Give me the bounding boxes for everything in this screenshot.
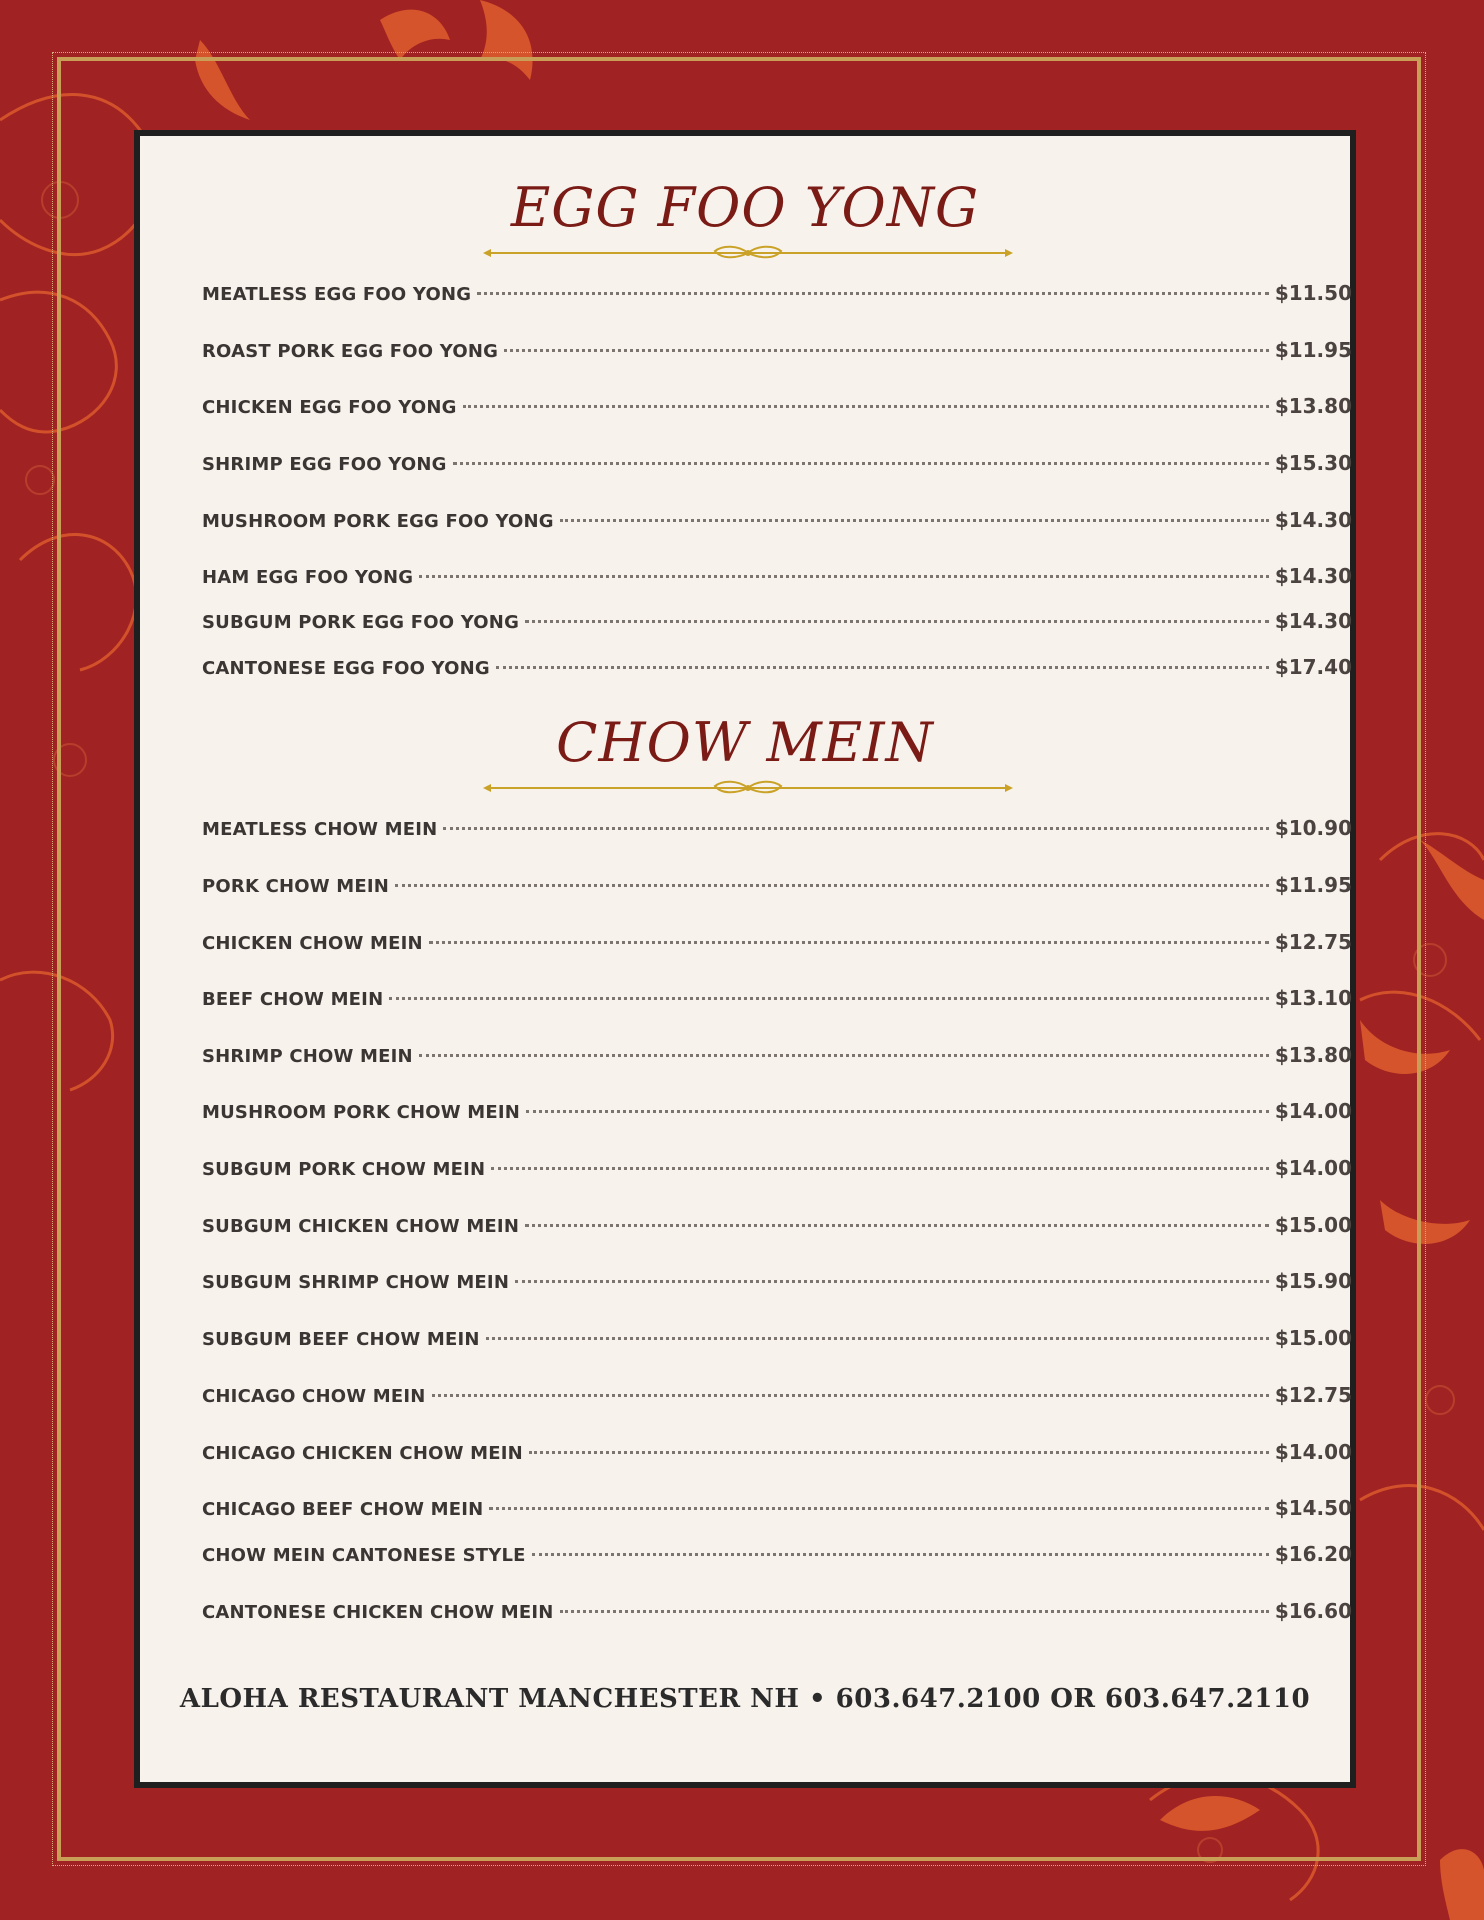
ornament-divider-icon xyxy=(483,243,1013,263)
menu-item xyxy=(202,394,1352,420)
menu-item-price: $13.80 xyxy=(1274,1043,1352,1067)
menu-item-name: SUBGUM PORK EGG FOO YONG xyxy=(202,612,520,633)
menu-item xyxy=(202,816,1352,842)
menu-item-price: $14.30 xyxy=(1274,564,1352,588)
menu-item xyxy=(202,1383,1352,1409)
menu-item xyxy=(202,338,1352,364)
menu-item xyxy=(202,1213,1352,1239)
menu-item-name: MEATLESS EGG FOO YONG xyxy=(202,284,472,305)
menu-item-price: $12.75 xyxy=(1274,930,1352,954)
menu-item-price: $17.40 xyxy=(1274,655,1352,679)
dot-leader xyxy=(525,620,1269,623)
menu-item-price: $16.20 xyxy=(1274,1542,1352,1566)
menu-item-price: $11.95 xyxy=(1274,873,1352,897)
section-title-chow-mein: CHOW MEIN xyxy=(556,711,934,774)
menu-item xyxy=(202,281,1352,307)
ornament-divider-icon xyxy=(483,778,1013,798)
dot-leader xyxy=(525,1224,1269,1227)
menu-item-name: CANTONESE EGG FOO YONG xyxy=(202,658,490,679)
menu-item-name: MUSHROOM PORK EGG FOO YONG xyxy=(202,511,554,532)
menu-item-price: $15.30 xyxy=(1274,451,1352,475)
dot-leader xyxy=(419,1054,1269,1057)
menu-item xyxy=(202,1043,1352,1069)
dot-leader xyxy=(477,292,1269,295)
dot-leader xyxy=(560,1610,1269,1613)
section-title-egg-foo-yong: EGG FOO YONG xyxy=(510,176,980,239)
menu-item-price: $13.10 xyxy=(1274,986,1352,1010)
menu-item-price: $15.00 xyxy=(1274,1213,1352,1237)
menu-item xyxy=(202,1326,1352,1352)
menu-item xyxy=(202,1599,1352,1625)
dot-leader xyxy=(463,405,1269,408)
menu-item-price: $16.60 xyxy=(1274,1599,1352,1623)
menu-item xyxy=(202,451,1352,477)
menu-item-name: BEEF CHOW MEIN xyxy=(202,989,384,1010)
menu-item-name: MUSHROOM PORK CHOW MEIN xyxy=(202,1102,521,1123)
menu-item-price: $14.30 xyxy=(1274,508,1352,532)
menu-item xyxy=(202,508,1352,534)
menu-item-name: CHICAGO BEEF CHOW MEIN xyxy=(202,1499,484,1520)
dot-leader xyxy=(453,462,1269,465)
dot-leader xyxy=(419,575,1269,578)
menu-item-name: ROAST PORK EGG FOO YONG xyxy=(202,341,499,362)
dot-leader xyxy=(496,666,1269,669)
menu-item xyxy=(202,1440,1352,1466)
menu-item xyxy=(202,1542,1352,1568)
menu-item-name: SUBGUM BEEF CHOW MEIN xyxy=(202,1329,480,1350)
menu-item-name: SHRIMP EGG FOO YONG xyxy=(202,454,447,475)
dot-leader xyxy=(389,997,1268,1000)
menu-item-name: SUBGUM SHRIMP CHOW MEIN xyxy=(202,1272,510,1293)
menu-item-price: $15.90 xyxy=(1274,1269,1352,1293)
menu-item-price: $10.90 xyxy=(1274,816,1352,840)
menu-item-price: $14.00 xyxy=(1274,1156,1352,1180)
menu-item-name: CHICAGO CHOW MEIN xyxy=(202,1386,426,1407)
menu-item xyxy=(202,1496,1352,1522)
menu-item-price: $11.95 xyxy=(1274,338,1352,362)
menu-panel xyxy=(134,130,1356,1788)
dot-leader xyxy=(529,1451,1269,1454)
menu-item xyxy=(202,1269,1352,1295)
dot-leader xyxy=(515,1280,1269,1283)
menu-item-name: SUBGUM CHICKEN CHOW MEIN xyxy=(202,1216,520,1237)
dot-leader xyxy=(395,884,1269,887)
dot-leader xyxy=(489,1507,1268,1510)
menu-item-name: CANTONESE CHICKEN CHOW MEIN xyxy=(202,1602,554,1623)
dot-leader xyxy=(429,941,1269,944)
menu-item-name: CHICKEN EGG FOO YONG xyxy=(202,397,457,418)
menu-item-name: SUBGUM PORK CHOW MEIN xyxy=(202,1159,486,1180)
menu-item xyxy=(202,986,1352,1012)
menu-item-price: $14.50 xyxy=(1274,1496,1352,1520)
menu-item-name: HAM EGG FOO YONG xyxy=(202,567,414,588)
menu-item-price: $15.00 xyxy=(1274,1326,1352,1350)
menu-item xyxy=(202,930,1352,956)
menu-item-price: $11.50 xyxy=(1274,281,1352,305)
menu-item xyxy=(202,564,1352,590)
dot-leader xyxy=(486,1337,1269,1340)
menu-item-price: $14.30 xyxy=(1274,609,1352,633)
menu-item-price: $13.80 xyxy=(1274,394,1352,418)
dot-leader xyxy=(504,349,1269,352)
menu-item-name: PORK CHOW MEIN xyxy=(202,876,390,897)
menu-item-name: CHICAGO CHICKEN CHOW MEIN xyxy=(202,1443,523,1464)
menu-item-name: CHOW MEIN CANTONESE STYLE xyxy=(202,1545,526,1566)
dot-leader xyxy=(432,1394,1269,1397)
menu-item xyxy=(202,1099,1352,1125)
menu-item-price: $12.75 xyxy=(1274,1383,1352,1407)
menu-item-price: $14.00 xyxy=(1274,1099,1352,1123)
menu-item-name: SHRIMP CHOW MEIN xyxy=(202,1046,413,1067)
dot-leader xyxy=(443,827,1268,830)
dot-leader xyxy=(560,519,1269,522)
menu-item xyxy=(202,873,1352,899)
menu-item-price: $14.00 xyxy=(1274,1440,1352,1464)
menu-item-name: MEATLESS CHOW MEIN xyxy=(202,819,438,840)
dot-leader xyxy=(526,1110,1269,1113)
menu-item-name: CHICKEN CHOW MEIN xyxy=(202,933,423,954)
dot-leader xyxy=(532,1553,1269,1556)
dot-leader xyxy=(491,1167,1269,1170)
menu-item xyxy=(202,1156,1352,1182)
menu-item xyxy=(202,609,1352,635)
footer-contact-info: ALOHA RESTAURANT MANCHESTER NH • 603.647.2100 OR 603.647.2110 xyxy=(179,1684,1311,1714)
menu-item xyxy=(202,655,1352,681)
